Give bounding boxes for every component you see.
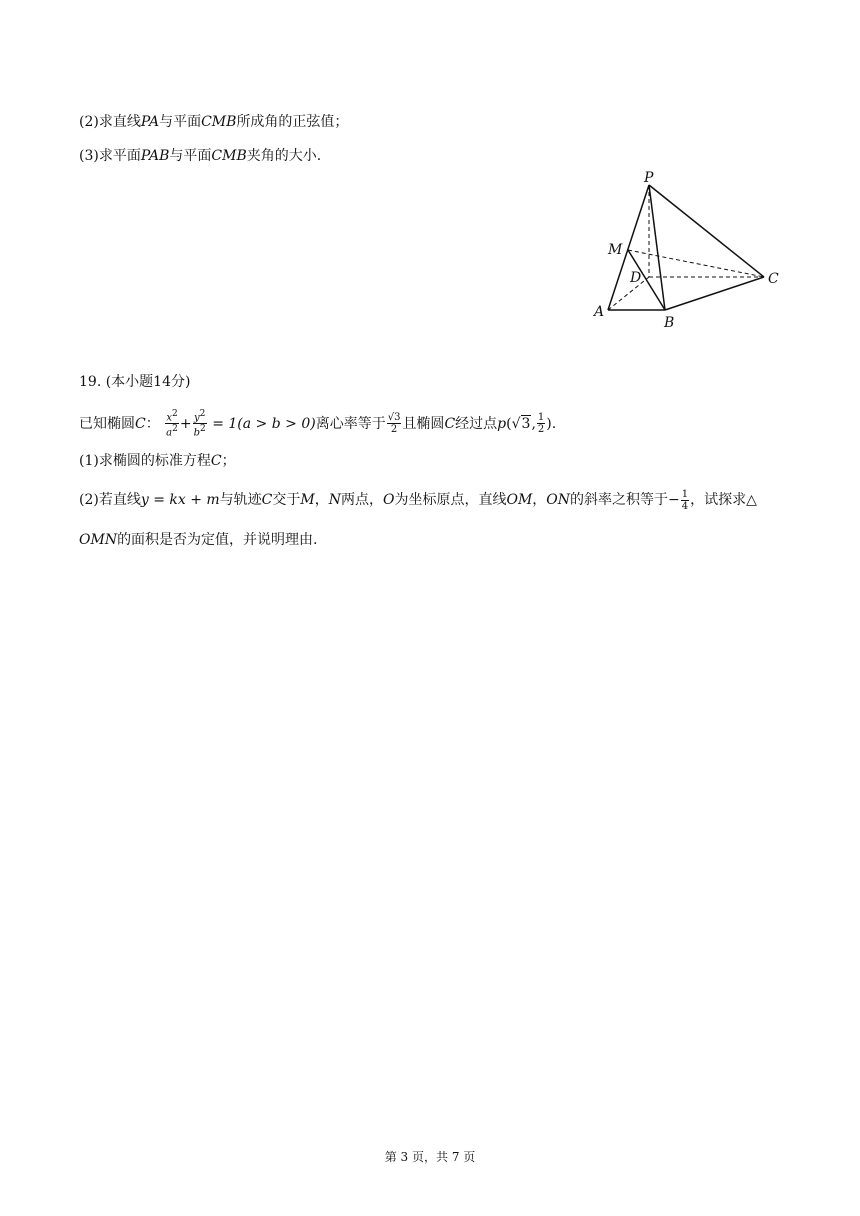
denominator: 2	[390, 424, 398, 436]
radicand: 3	[521, 415, 531, 432]
math-C: C	[261, 492, 273, 508]
q19-heading: 19. (本小题14分)	[79, 374, 191, 390]
math-equation: = 1(a > b > 0)	[212, 415, 316, 432]
math-PAB: PAB	[140, 148, 170, 164]
edge-PC	[649, 185, 764, 277]
label-D: D	[630, 270, 642, 286]
text: (1)求椭圆的标准方程	[79, 453, 211, 469]
text: 两点，	[340, 492, 383, 508]
text: (3)求平面	[79, 148, 141, 164]
text: ；	[221, 453, 236, 469]
fraction-1-over-4	[681, 489, 689, 512]
sqrt-sign: √	[511, 415, 521, 432]
text: 与平面	[169, 148, 212, 164]
text: (	[506, 415, 512, 432]
q18-part3	[79, 146, 321, 166]
math-OMN: OMN	[79, 532, 118, 548]
text: 所成角的正弦值；	[236, 114, 349, 130]
math-C: C	[444, 415, 456, 432]
math-N: N	[328, 492, 341, 508]
text: 交于	[272, 492, 301, 508]
q19-part2-line2	[79, 530, 318, 550]
edge-BC	[665, 277, 764, 310]
q19-part2-line1	[79, 487, 757, 513]
q19-stem	[79, 409, 556, 439]
label-P: P	[644, 170, 654, 186]
math-C: C	[135, 415, 146, 432]
q18-part2	[79, 112, 348, 132]
math-O: O	[382, 492, 395, 508]
label-B: B	[664, 315, 675, 331]
text: 已知椭圆	[79, 415, 135, 432]
math-PA: PA	[140, 114, 160, 130]
label-A: A	[594, 304, 605, 320]
math-CMB: CMB	[201, 114, 237, 130]
denominator: 2	[537, 424, 545, 436]
text: 夹角的大小.	[246, 148, 322, 164]
edge-MC	[628, 250, 764, 277]
fraction-y2-b2	[193, 409, 207, 439]
text: ).	[546, 415, 557, 432]
numerator: 1	[537, 412, 545, 424]
text: 且椭圆	[402, 415, 445, 432]
fraction-x2-a2	[165, 409, 179, 439]
text: (2)求直线	[79, 114, 141, 130]
text: 的面积是否为定值，并说明理由.	[117, 532, 318, 548]
pyramid-figure	[588, 165, 788, 335]
label-C: C	[768, 271, 779, 287]
math-y: y	[193, 412, 200, 424]
math-p: p	[497, 415, 507, 432]
text: 的斜率之积等于−	[570, 492, 680, 508]
hidden-edges	[608, 185, 764, 310]
math-a: a	[166, 427, 173, 439]
page-footer: 第 3 页，共 7 页	[384, 1150, 476, 1164]
fraction-1-over-2	[537, 412, 545, 435]
exponent: 2	[199, 409, 206, 419]
math-CMB: CMB	[211, 148, 247, 164]
text: ，	[532, 492, 547, 508]
numerator: √3	[387, 412, 401, 424]
q19-part1	[79, 451, 236, 471]
math-M: M	[300, 492, 315, 508]
text: ：	[145, 415, 160, 432]
edge-PB	[649, 185, 665, 310]
math-x: x	[166, 412, 172, 424]
text: 与轨迹	[219, 492, 262, 508]
text: 与平面	[159, 114, 202, 130]
text: (2)若直线	[79, 492, 141, 508]
text: 经过点	[455, 415, 498, 432]
math-C: C	[210, 453, 222, 469]
text: +	[179, 415, 192, 432]
label-M: M	[608, 242, 623, 258]
text: ,	[531, 415, 536, 432]
math-ON: ON	[546, 492, 571, 508]
text: ，	[314, 492, 329, 508]
numerator: 1	[681, 488, 689, 500]
exponent: 2	[171, 409, 178, 419]
fraction-sqrt3-over-2	[387, 412, 402, 435]
exponent: 2	[172, 424, 178, 435]
text: 为坐标原点，直线	[394, 492, 507, 508]
text: ，试探求△	[690, 492, 757, 508]
text: 离心率等于	[315, 415, 386, 432]
math-b: b	[193, 427, 201, 439]
exponent: 2	[200, 424, 206, 435]
denominator: 4	[681, 500, 689, 512]
math-OM: OM	[506, 492, 533, 508]
math-line-eq: y = kx + m	[140, 492, 220, 508]
